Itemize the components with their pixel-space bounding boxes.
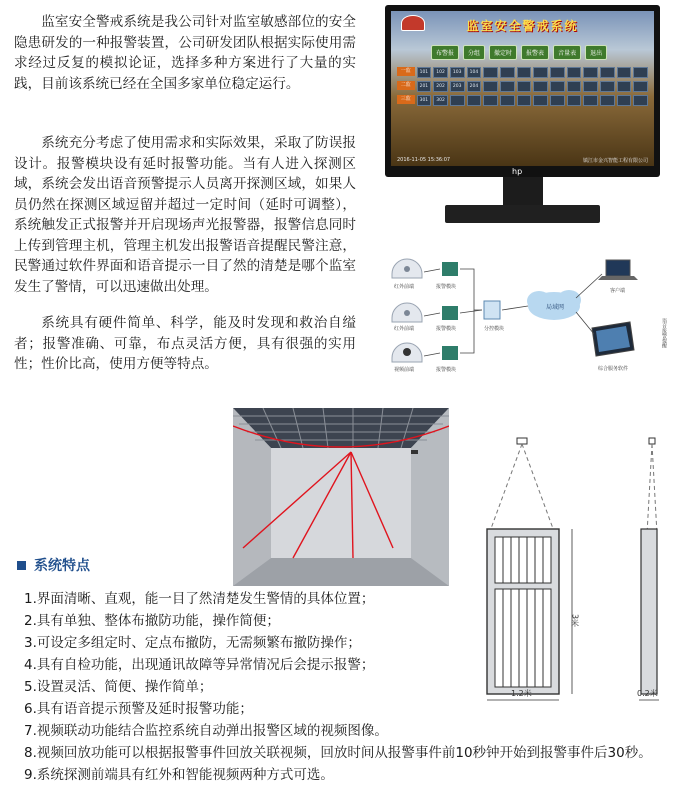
client-label: 客户端 bbox=[610, 288, 626, 294]
app-toolbar bbox=[431, 45, 607, 60]
feature-item: 5.设置灵活、简便、操作简单； bbox=[24, 679, 213, 695]
zone-cell bbox=[483, 95, 498, 106]
tablet-icon bbox=[592, 322, 634, 356]
zone-label: 二监 bbox=[397, 81, 415, 90]
sensor-device-icon bbox=[411, 450, 418, 454]
zone-cell bbox=[567, 81, 582, 92]
zone-cell: 302 bbox=[433, 95, 448, 106]
camera-sensor-icon bbox=[392, 343, 422, 362]
zone-label: 三监 bbox=[397, 95, 415, 104]
zone-cell bbox=[500, 81, 515, 92]
features-list bbox=[24, 588, 690, 786]
feature-item: 3.可设定多组定时、定点布撤防，无需频繁布撤防操作； bbox=[24, 635, 361, 651]
zone-cell: 101 bbox=[417, 67, 432, 78]
feature-item: 1.界面清晰、直观，能一目了然清楚发生警情的具体位置； bbox=[24, 591, 375, 607]
feature-item: 8.视频回放功能可以根据报警事件回放关联视频，回放时间从报警事件前10秒钟开始到报警事件后30秒。 bbox=[24, 745, 652, 761]
zone-label: 一监 bbox=[397, 67, 415, 76]
hp-logo-icon: hp bbox=[512, 167, 523, 176]
zone-cell bbox=[550, 81, 565, 92]
zone-row bbox=[397, 95, 648, 106]
zone-cell bbox=[500, 67, 515, 78]
zone-grid bbox=[397, 67, 648, 109]
zone-cell bbox=[600, 67, 615, 78]
switch-label: 分控模块 bbox=[484, 326, 505, 332]
zone-cell bbox=[617, 81, 632, 92]
zone-cell bbox=[517, 95, 532, 106]
monitor-stand-foot bbox=[445, 205, 600, 223]
laptop-icon bbox=[598, 260, 638, 280]
module-label: 报警模块 bbox=[436, 284, 457, 290]
status-time: 2016-11-05 15:36:07 bbox=[397, 157, 451, 163]
zone-cell: 204 bbox=[467, 81, 482, 92]
zone-cell bbox=[483, 81, 498, 92]
zone-cell bbox=[633, 67, 648, 78]
features-title: 系统特点 bbox=[34, 558, 90, 574]
app-button: 退出 bbox=[585, 45, 607, 60]
zone-cell bbox=[600, 81, 615, 92]
features-heading bbox=[17, 555, 90, 575]
sensor-label: 红外前端 bbox=[394, 326, 415, 332]
zone-cell: 202 bbox=[433, 81, 448, 92]
app-button: 分组 bbox=[463, 45, 485, 60]
alarm-module-icon bbox=[442, 346, 458, 360]
cell-room-photo bbox=[233, 408, 449, 586]
feature-item: 6.具有语音提示预警及延时报警功能； bbox=[24, 701, 253, 717]
zone-cell bbox=[533, 81, 548, 92]
zone-cell bbox=[617, 67, 632, 78]
zone-cell bbox=[600, 95, 615, 106]
sensor-2-icon bbox=[392, 303, 422, 322]
monitor-bezel bbox=[385, 5, 660, 177]
zone-cell bbox=[583, 67, 598, 78]
zone-cell bbox=[633, 95, 648, 106]
zone-row bbox=[397, 67, 648, 78]
zone-cell bbox=[583, 95, 598, 106]
alarm-module-icon bbox=[442, 306, 458, 320]
intro-paragraph: 监室安全警戒系统是我公司针对监室敏感部位的安全隐患研发的一种报警装置，公司研发团队根据实际使用需求经过反复的模拟论证，选择多种方案进行了大量的实践，目前该系统已经在全国多家单位稳定运行。 bbox=[14, 14, 356, 92]
server-label: 综合服务软件 bbox=[598, 366, 629, 372]
feature-item: 4.具有自检功能，出现通讯故障等异常情况后会提示报警； bbox=[24, 657, 375, 673]
app-button: 撤定时 bbox=[489, 45, 517, 60]
app-button: 音量表 bbox=[553, 45, 581, 60]
module-label: 报警模块 bbox=[436, 326, 457, 332]
zone-cell: 301 bbox=[417, 95, 432, 106]
width-dimension: 1.2米 bbox=[511, 689, 532, 698]
sensor-1-icon bbox=[392, 259, 422, 278]
zone-cell bbox=[533, 67, 548, 78]
zone-cell bbox=[467, 95, 482, 106]
app-title: 监室安全警戒系统 bbox=[466, 19, 579, 33]
zone-cell bbox=[517, 67, 532, 78]
zone-cell bbox=[533, 95, 548, 106]
sensor-label: 视频前端 bbox=[394, 367, 415, 373]
zone-cell bbox=[483, 67, 498, 78]
zone-cell bbox=[517, 81, 532, 92]
status-company: 镇江市金兴智能工程有限公司 bbox=[582, 158, 648, 164]
zone-cell bbox=[567, 95, 582, 106]
monitor-stand-neck bbox=[503, 177, 543, 207]
zone-cell: 201 bbox=[417, 81, 432, 92]
height-dimension: 3米 bbox=[570, 614, 580, 628]
zone-cell bbox=[567, 67, 582, 78]
zone-cell bbox=[550, 95, 565, 106]
cloud-label: 局域网 bbox=[546, 304, 565, 311]
features-summary-paragraph: 系统具有硬件简单、科学，能及时发现和救治自缢者；报警准确、可靠，布点灵活方便，具有很强的实用性；性价比高，使用方便等特点。 bbox=[14, 315, 356, 372]
depth-dimension: 0.2米 bbox=[637, 689, 658, 698]
zone-cell bbox=[617, 95, 632, 106]
app-button: 布警报 bbox=[431, 45, 459, 60]
zone-cell bbox=[450, 95, 465, 106]
sensor-label: 红外前端 bbox=[394, 284, 415, 290]
feature-item: 7.视频联动功能结合监控系统自动弹出报警区域的视频图像。 bbox=[24, 723, 388, 739]
switch-module-icon bbox=[484, 301, 500, 319]
design-paragraph: 系统充分考虑了使用需求和实际效果，采取了防误报设计。报警模块设有延时报警功能。当有人进入探测区域，系统会发出语音预警提示人员离开探测区域，如果人员仍然在探测区域逗留并超过一定时间（延时可调整），系统触发正式报警并开启现场声光报警器，报警信息同时上传到管理主机，管理主机发出报警语音提醒民警注意，民警通过软件界面和语音提示一目了然的清楚是哪个监室发生了警情，可以迅速做出处理。 bbox=[14, 135, 356, 295]
zone-cell bbox=[633, 81, 648, 92]
alarm-module-icon bbox=[442, 262, 458, 276]
voice-alarm-label: 语音报警提醒 bbox=[661, 318, 667, 348]
module-label: 报警模块 bbox=[436, 367, 457, 373]
app-button: 报警表 bbox=[521, 45, 549, 60]
square-bullet-icon bbox=[17, 561, 26, 570]
zone-cell: 203 bbox=[450, 81, 465, 92]
feature-item: 9.系统探测前端具有红外和智能视频两种方式可选。 bbox=[24, 767, 334, 783]
zone-cell: 103 bbox=[450, 67, 465, 78]
software-screen bbox=[391, 11, 654, 166]
zone-row bbox=[397, 81, 648, 92]
network-diagram bbox=[384, 246, 690, 388]
monitor-photo bbox=[385, 5, 660, 225]
zone-cell bbox=[500, 95, 515, 106]
status-bar bbox=[397, 157, 648, 164]
zone-cell bbox=[550, 67, 565, 78]
door-sensor-icon bbox=[517, 438, 527, 444]
zone-cell: 102 bbox=[433, 67, 448, 78]
zone-cell bbox=[583, 81, 598, 92]
zone-cell: 104 bbox=[467, 67, 482, 78]
side-sensor-icon bbox=[649, 438, 655, 444]
feature-item: 2.具有单独、整体布撤防功能，操作简便； bbox=[24, 613, 280, 629]
